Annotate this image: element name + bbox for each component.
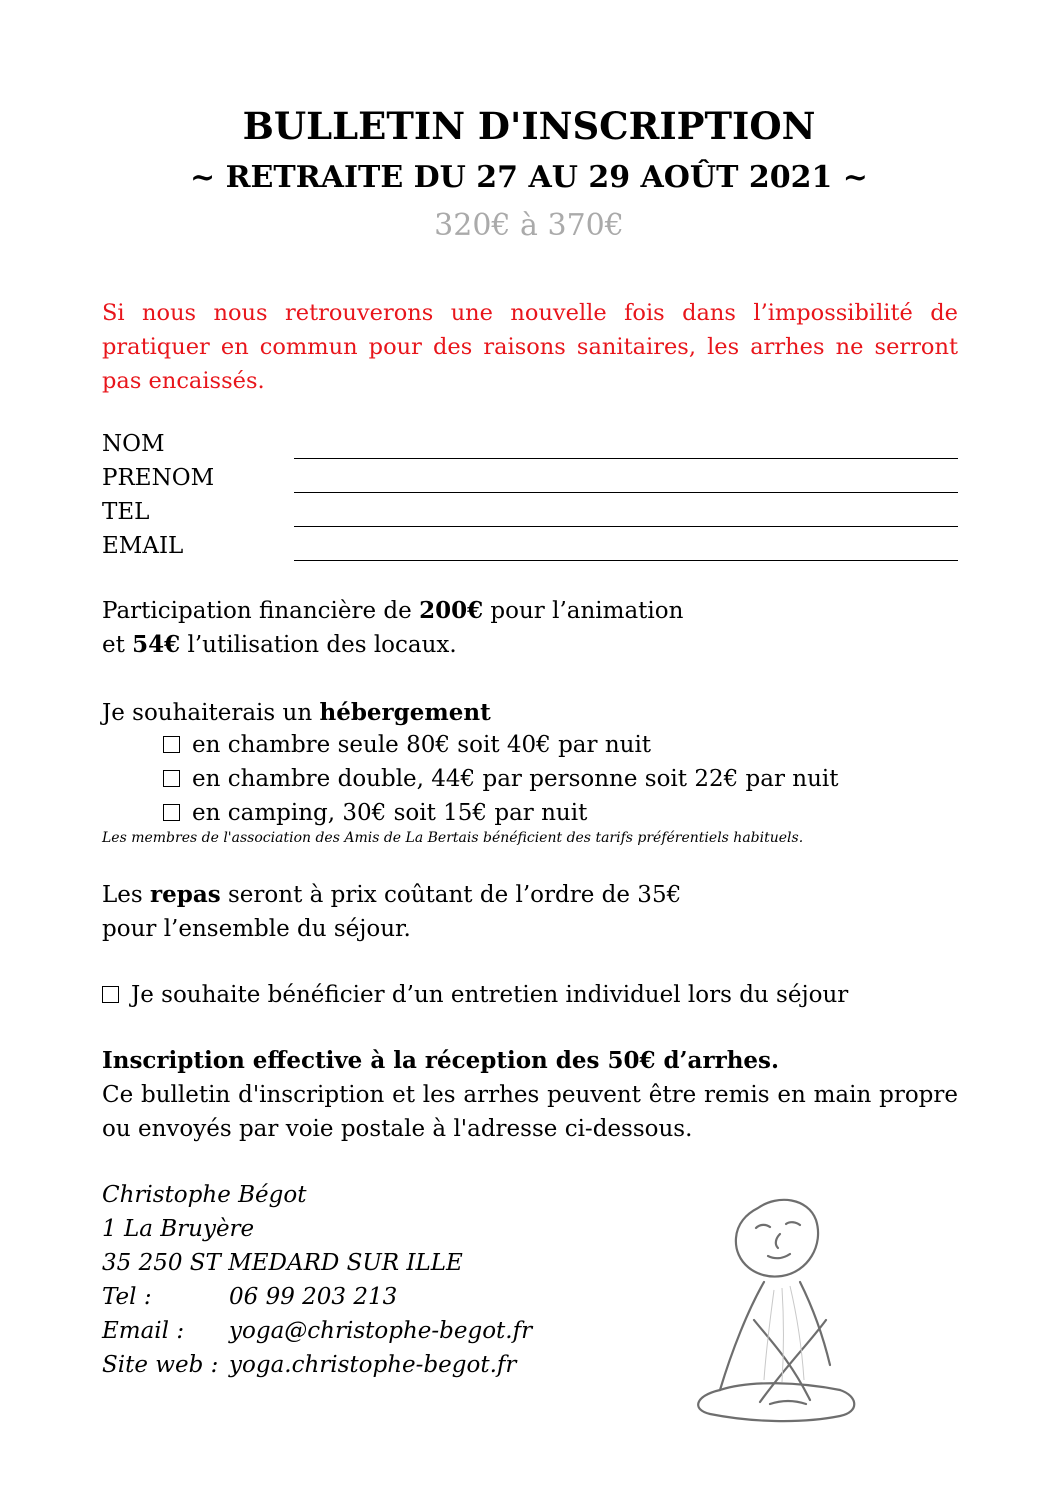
checkbox-icon[interactable]: [163, 770, 180, 787]
email-value[interactable]: yoga@christophe-begot.fr: [229, 1318, 533, 1344]
hebergement-text: Je souhaiterais un: [102, 700, 320, 726]
fill-line-prenom[interactable]: [294, 492, 958, 493]
contact-street: 1 La Bruyère: [102, 1216, 255, 1242]
field-label: PRENOM: [102, 465, 215, 491]
hebergement-intro: [102, 696, 491, 730]
field-label: TEL: [102, 499, 150, 525]
sanitary-warning: Si nous nous retrouverons une nouvelle fois dans l’impossibilité de pratiquer en commun pour des raisons sanitaires, les arrhes ne serront pas encaissés.: [102, 300, 958, 394]
fill-line-email[interactable]: [294, 560, 958, 561]
field-tel: [102, 495, 958, 529]
field-prenom: [102, 461, 958, 495]
field-email: [102, 529, 958, 563]
repas-line-1: [102, 878, 681, 912]
web-value[interactable]: yoga.christophe-begot.fr: [229, 1352, 517, 1378]
email-label: Email :: [102, 1318, 185, 1344]
contact-web: [102, 1348, 516, 1382]
option-label: en camping, 30€ soit 15€ par nuit: [192, 800, 588, 826]
contact-email: [102, 1314, 532, 1348]
field-label: NOM: [102, 431, 165, 457]
fill-line-tel[interactable]: [294, 526, 958, 527]
checkbox-icon[interactable]: [102, 986, 119, 1003]
inscription-heading: Inscription effective à la réception des 50€ d’arrhes.: [102, 1047, 780, 1074]
repas-text: seront à prix coûtant de l’ordre de 35€: [220, 882, 682, 908]
locaux-price: 54€: [132, 631, 181, 658]
checkbox-icon[interactable]: [163, 804, 180, 821]
participation-text: Participation financière de: [102, 598, 420, 624]
participation-text: et: [102, 632, 133, 658]
tel-value: 06 99 203 213: [229, 1284, 398, 1310]
contact-name: Christophe Bégot: [102, 1182, 307, 1208]
option-entretien[interactable]: [102, 978, 848, 1012]
option-label: en chambre double, 44€ par personne soit 22€ par nuit: [192, 766, 839, 792]
tel-label: Tel :: [102, 1284, 152, 1310]
option-chambre-seule[interactable]: [163, 728, 651, 762]
web-label: Site web :: [102, 1352, 219, 1378]
field-nom: [102, 427, 958, 461]
field-label: EMAIL: [102, 533, 184, 559]
option-chambre-double[interactable]: [163, 762, 839, 796]
option-camping[interactable]: [163, 796, 587, 830]
animation-price: 200€: [419, 597, 484, 624]
contact-tel: [102, 1280, 397, 1314]
repas-line-2: pour l’ensemble du séjour.: [102, 916, 411, 942]
meditating-figure-icon: [690, 1190, 880, 1430]
participation-text: l’utilisation des locaux.: [180, 632, 457, 658]
participation-line-2: [102, 628, 457, 662]
participation-text: pour l’animation: [483, 598, 684, 624]
price-range: 320€ à 370€: [434, 208, 624, 243]
member-note: Les membres de l'association des Amis de La Bertais bénéficient des tarifs préférentiels habituels.: [102, 830, 804, 846]
option-label: Je souhaite bénéficier d’un entretien individuel lors du séjour: [131, 982, 849, 1008]
checkbox-icon[interactable]: [163, 736, 180, 753]
participation-line-1: [102, 594, 683, 628]
page-title: BULLETIN D'INSCRIPTION: [242, 104, 816, 148]
inscription-text: Ce bulletin d'inscription et les arrhes peuvent être remis en main propre ou envoyés par voie postale à l'adresse ci-dessous.: [102, 1082, 958, 1142]
repas-text: Les: [102, 882, 150, 908]
option-label: en chambre seule 80€ soit 40€ par nuit: [192, 732, 652, 758]
fill-line-nom[interactable]: [294, 458, 958, 459]
contact-city: 35 250 ST MEDARD SUR ILLE: [102, 1250, 463, 1276]
repas-keyword: repas: [150, 881, 221, 908]
hebergement-keyword: hébergement: [319, 699, 491, 726]
retreat-dates: ~ RETRAITE DU 27 AU 29 AOÛT 2021 ~: [190, 160, 868, 195]
